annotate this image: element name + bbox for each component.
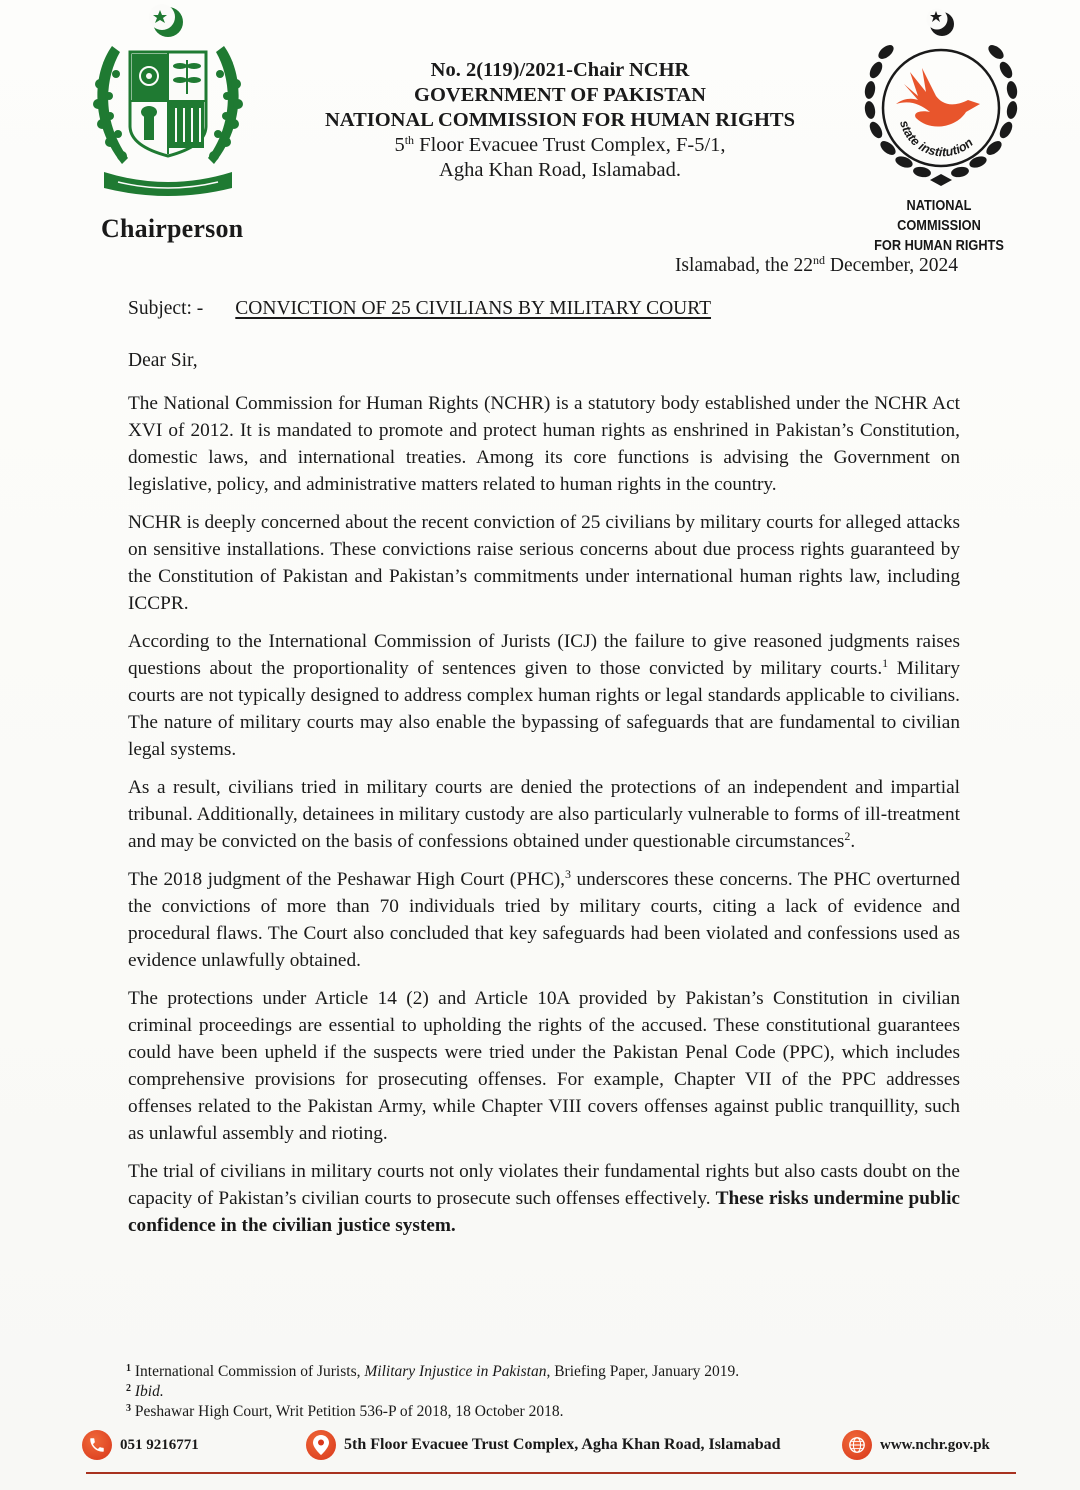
reference-number: No. 2(119)/2021-Chair NCHR [430, 59, 690, 81]
footer-rule [86, 1472, 1016, 1474]
paragraph-7: The trial of civilians in military courts not only violates their fundamental rights but also casts doubt on the capacity of Pakistan’s civilian courts to prosecute such offenses effectively. These risks undermine public confidence in the civilian justice system. [128, 1161, 960, 1236]
footer-address [306, 1430, 781, 1460]
subject-title: CONVICTION OF 25 CIVILIANS BY MILITARY COURT [235, 298, 712, 319]
paragraph-5: The 2018 judgment of the Peshawar High Court (PHC),$^3$ underscores these concerns. The PHC overturned the convictions of more than 70 individuals tried by military courts, citing a lack of evidence and procedural flaws. The Court also concluded that key safeguards had been violated and confessions used as evidence unlawfully obtained. [128, 867, 960, 971]
chairperson-label: Chairperson [101, 214, 244, 243]
pakistan-state-emblem-icon [82, 4, 254, 204]
footnote-3: $^3$ Peshawar High Court, Writ Petition 536-P of 2018, 18 October 2018. [126, 1403, 564, 1420]
footnote-ref-2[interactable]: 2 [844, 829, 851, 843]
footnote-2: $^2$ Ibid. [126, 1383, 164, 1400]
footnotes [126, 1362, 826, 1422]
paragraph-1: The National Commission for Human Rights (NCHR) is a statutory body established under the NCHR Act XVI of 2012. It is mandated to promote and protect human rights as enshrined in Pakistan’s Constitution, domestic laws, and international treaties. Among its core functions is advising the Government on legislative, policy, and administrative matters related to human rights in the country. [128, 393, 960, 495]
location-pin-icon [306, 1430, 336, 1460]
paragraph-2: NCHR is deeply concerned about the recent conviction of 25 civilians by military courts for alleged attacks on sensitive installations. These convictions raise serious concerns about due process rights guaranteed by the Constitution of Pakistan and Pakistan’s commitments under international human rights law, including ICCPR. [128, 512, 960, 614]
paragraph-3: According to the International Commission of Jurists (ICJ) the failure to give reasoned judgments raises questions about the proportionality of sentences given to those convicted by military courts.$^1$ Military courts are not typically designed to address complex human rights or legal standards applicable to civilians. The nature of military courts may also enable the bypassing of safeguards that are fundamental to civilian legal systems. [128, 631, 960, 760]
letter-body [128, 390, 960, 1250]
subject-label: Subject: - [128, 298, 204, 319]
salutation: Dear Sir, [128, 350, 198, 371]
commission-title: NATIONAL COMMISSION FOR HUMAN RIGHTS [324, 109, 796, 131]
address-line-2: Agha Khan Road, Islamabad. [439, 159, 681, 181]
paragraph-7-emphasis: These risks undermine public confidence in the civilian justice system. [128, 1188, 960, 1236]
footnote-ref-3[interactable]: 3 [564, 867, 571, 881]
letterhead [300, 58, 820, 183]
footnote-1: $^1$ International Commission of Jurists, Military Injustice in Pakistan, Briefing Paper, January 2019. [126, 1363, 740, 1380]
nchr-logo-icon [856, 4, 1026, 196]
footer-website[interactable] [842, 1430, 990, 1460]
subject-line [128, 298, 711, 320]
paragraph-4: As a result, civilians tried in military courts are denied the protections of an independent and impartial tribunal. Additionally, detainees in military custody are also particularly vulnerable to forms of ill-treatment and may be convicted on the basis of confessions obtained under questionable circumstances$^2$. [128, 777, 960, 852]
paragraph-6: The protections under Article 14 (2) and Article 10A provided by Pakistan’s Constitution in civilian criminal proceedings are essential to upholding the rights of the accused. These constitutional guarantees could have been upheld if the suspects were tried under the Pakistan Penal Code (PPC), which includes comprehensive provisions for prosecuting offenses. For example, Chapter VII of the PPC addresses offenses related to the Pakistan Army, while Chapter VIII covers offenses against public tranquillity, such as unlawful assembly and rioting. [128, 988, 960, 1144]
government-title: GOVERNMENT OF PAKISTAN [414, 84, 706, 106]
address-line-1: 5th Floor Evacuee Trust Complex, F-5/1, [394, 133, 726, 156]
nchr-logo-caption: NATIONAL COMMISSION FOR HUMAN RIGHTS [874, 198, 1004, 254]
footer-contact-bar [82, 1430, 1017, 1464]
letter-date: Islamabad, the 22nd December, 2024 [674, 253, 958, 276]
phone-number: 051 9216771 [120, 1436, 199, 1453]
phone-icon [82, 1430, 112, 1460]
website-link[interactable]: www.nchr.gov.pk [880, 1436, 990, 1453]
footnote-ref-1[interactable]: 1 [882, 656, 889, 670]
nchr-ring-text: state institution [896, 118, 976, 160]
address-text: 5th Floor Evacuee Trust Complex, Agha Khan Road, Islamabad [344, 1436, 781, 1453]
globe-icon [842, 1430, 872, 1460]
footer-phone[interactable] [82, 1430, 199, 1460]
